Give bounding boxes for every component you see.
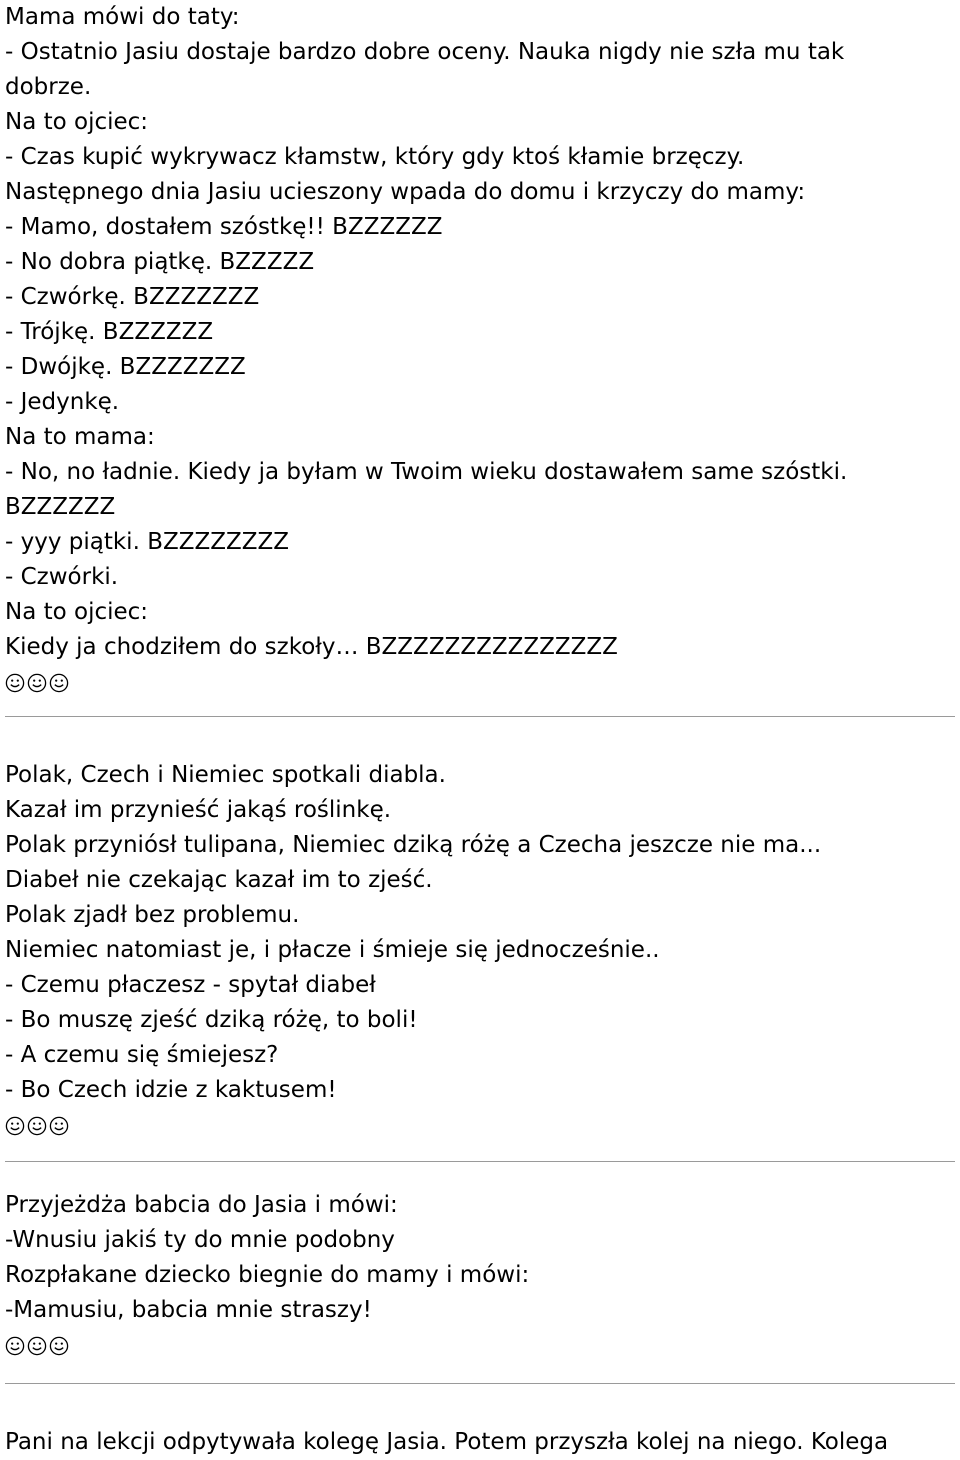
- text-line: Na to ojciec:: [5, 109, 149, 135]
- text-line: -Mamusiu, babcia mnie straszy!: [5, 1297, 372, 1323]
- section-divider: [5, 1383, 955, 1384]
- smiley-row: [5, 1108, 821, 1143]
- text-line: Na to mama:: [5, 424, 155, 450]
- text-line: Rozpłakane dziecko biegnie do mamy i mówi:: [5, 1262, 530, 1288]
- text-line: Polak zjadł bez problemu.: [5, 902, 300, 928]
- text-line: -Wnusiu jakiś ty do mnie podobny: [5, 1227, 395, 1253]
- text-line: Polak, Czech i Niemiec spotkali diabla.: [5, 762, 446, 788]
- text-line: - Dwójkę. BZZZZZZZ: [5, 354, 246, 380]
- text-line: - Trójkę. BZZZZZZ: [5, 319, 214, 345]
- text-line: - Mamo, dostałem szóstkę!! BZZZZZZ: [5, 214, 443, 240]
- smiley-icon: [27, 673, 47, 693]
- section-divider: [5, 1161, 955, 1162]
- text-line: - Czemu płaczesz - spytał diabeł: [5, 972, 376, 998]
- joke-lesson: [5, 1425, 888, 1460]
- text-line: - No, no ładnie. Kiedy ja byłam w Twoim wieku dostawałem same szóstki.: [5, 459, 848, 485]
- text-line: Diabeł nie czekając kazał im to zjeść.: [5, 867, 433, 893]
- smiley-row: [5, 665, 847, 700]
- text-line: BZZZZZZ: [5, 494, 116, 520]
- text-line: Przyjeżdża babcia do Jasia i mówi:: [5, 1192, 398, 1218]
- text-line: Niemiec natomiast je, i płacze i śmieje się jednocześnie..: [5, 937, 660, 963]
- text-line: - Jedynkę.: [5, 389, 120, 415]
- smiley-icon: [49, 1336, 69, 1356]
- text-line: dobrze.: [5, 74, 92, 100]
- text-line: - Bo Czech idzie z kaktusem!: [5, 1077, 337, 1103]
- text-line: Kiedy ja chodziłem do szkoły… BZZZZZZZZZZZZZZZ: [5, 634, 618, 660]
- smiley-row: [5, 1328, 529, 1363]
- text-line: Mama mówi do taty:: [5, 4, 240, 30]
- joke-devil: [5, 758, 821, 1143]
- smiley-icon: [5, 1116, 25, 1136]
- smiley-icon: [49, 673, 69, 693]
- smiley-icon: [27, 1116, 47, 1136]
- text-line: - Czas kupić wykrywacz kłamstw, który gdy ktoś kłamie brzęczy.: [5, 144, 745, 170]
- text-line: Pani na lekcji odpytywała kolegę Jasia. Potem przyszła kolej na niego. Kolega: [5, 1429, 889, 1455]
- smiley-icon: [49, 1116, 69, 1136]
- text-line: Na to ojciec:: [5, 599, 149, 625]
- text-line: - Ostatnio Jasiu dostaje bardzo dobre oceny. Nauka nigdy nie szła mu tak: [5, 39, 845, 65]
- text-line: - Bo muszę zjeść dziką różę, to boli!: [5, 1007, 418, 1033]
- text-line: - Czwórkę. BZZZZZZZ: [5, 284, 260, 310]
- text-line: Kazał im przynieść jakąś roślinkę.: [5, 797, 392, 823]
- text-line: - No dobra piątkę. BZZZZZ: [5, 249, 315, 275]
- smiley-icon: [5, 1336, 25, 1356]
- section-divider: [5, 716, 955, 717]
- joke-grandma: [5, 1188, 529, 1363]
- text-line: - A czemu się śmiejesz?: [5, 1042, 279, 1068]
- smiley-icon: [27, 1336, 47, 1356]
- text-line: - yyy piątki. BZZZZZZZZ: [5, 529, 290, 555]
- text-line: Następnego dnia Jasiu ucieszony wpada do domu i krzyczy do mamy:: [5, 179, 806, 205]
- smiley-icon: [5, 673, 25, 693]
- joke-lie-detector: [5, 0, 847, 700]
- text-line: Polak przyniósł tulipana, Niemiec dziką różę a Czecha jeszcze nie ma...: [5, 832, 822, 858]
- text-line: - Czwórki.: [5, 564, 119, 590]
